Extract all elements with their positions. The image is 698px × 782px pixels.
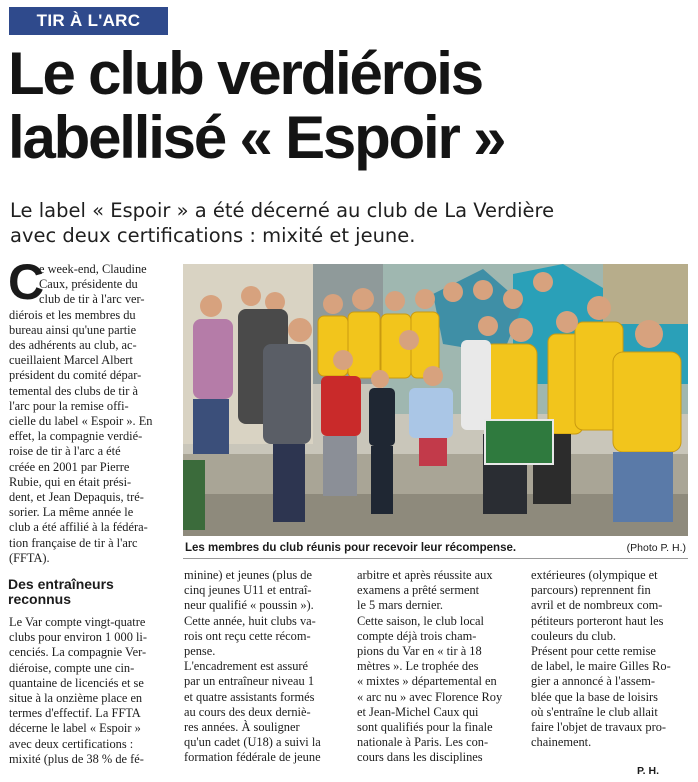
text-line: cielle du label « Espoir ». En	[9, 414, 153, 429]
text-line: chainement.	[531, 735, 592, 750]
text-line: quantaine de licenciés et se	[9, 675, 144, 690]
text-line: Présent pour cette remise	[531, 644, 656, 659]
text-line: Cette saison, le club local	[357, 613, 484, 628]
text-line: créée en 2001 par Pierre	[9, 459, 130, 474]
deck-line-1: Le label « Espoir » a été décerné au club de La Verdière	[10, 199, 555, 222]
text-line: club a été affilié à la fédéra-	[9, 520, 148, 535]
text-line: formation fédérale de jeune	[184, 750, 321, 765]
text-line: (FFTA).	[9, 550, 50, 565]
text-line: blée que la base de loisirs	[531, 689, 658, 704]
text-line: res années. À souligner	[184, 720, 300, 735]
headline-line-1: Le club verdiérois	[8, 40, 482, 107]
text-line: arbitre et après réussite aux	[357, 568, 493, 582]
text-line: neur qualifié « poussin »).	[184, 598, 314, 613]
text-line: « mixtes » départemental en	[357, 674, 497, 689]
text-line: couleurs du club.	[531, 628, 616, 643]
text-line: e week-end, Claudine	[39, 262, 147, 276]
text-line: situe à la onzième place en	[9, 691, 143, 706]
text-line: sont qualifiés pour la finale	[357, 720, 493, 735]
text-line: pense.	[184, 644, 216, 659]
text-line: faire l'objet de travaux pro-	[531, 720, 667, 735]
text-line: Caux, présidente du	[39, 277, 138, 292]
text-line: de label, le maire Gilles Ro-	[531, 659, 671, 674]
text-line: mixité (plus de 38 % de fé-	[9, 751, 144, 766]
text-line: dent, et Jean Depaquis, tré-	[9, 490, 144, 505]
text-line: président du comité dépar-	[9, 368, 142, 383]
body-column-2	[184, 568, 347, 766]
text-line: avril et de nombreux com-	[531, 598, 663, 613]
headline	[8, 42, 698, 170]
text-line: clubs pour environ 1 000 li-	[9, 630, 147, 645]
photo-credit: (Photo P. H.)	[626, 542, 686, 554]
text-line: Rubie, qui en était prési-	[9, 474, 132, 489]
text-line: termes d'effectif. La FFTA	[9, 706, 141, 721]
caption-divider	[183, 558, 688, 559]
text-line: roise de tir à l'arc a été	[9, 444, 121, 459]
text-line: minine) et jeunes (plus de	[184, 568, 313, 582]
text-line: qu'un cadet (U18) a suivi la	[184, 735, 321, 750]
text-line: Le Var compte vingt-quatre	[9, 615, 146, 629]
photo-caption: Les membres du club réunis pour recevoir leur récompense.	[185, 542, 517, 554]
body-column-1-continued	[9, 615, 179, 767]
article-deck	[10, 198, 690, 248]
text-line: Cette année, huit clubs va-	[184, 613, 316, 628]
text-line: au cours des deux derniè-	[184, 704, 311, 719]
drop-cap: C	[8, 254, 45, 310]
text-line: cinq jeunes U11 et entraî-	[184, 583, 312, 598]
text-line: des adhérents au club, ac-	[9, 338, 137, 353]
text-line: temental des clubs de tir à	[9, 383, 139, 398]
section-kicker: TIR À L'ARC	[9, 7, 168, 35]
text-line: cueillaient Marcel Albert	[9, 353, 133, 368]
club-group-photo	[183, 264, 688, 536]
author-signature: P. H.	[637, 765, 659, 777]
text-line: où s'entraîne le club allait	[531, 704, 658, 719]
text-line: sorier. La même année le	[9, 505, 134, 520]
text-line: tion française de tir à l'arc	[9, 535, 138, 550]
text-line: cenciés. La compagnie Ver-	[9, 645, 147, 660]
text-line: rois ont reçu cette récom-	[184, 628, 311, 643]
text-line: effet, la compagnie verdié-	[9, 429, 143, 444]
body-column-1	[9, 262, 179, 566]
text-line: l'arc pour la remise offi-	[9, 398, 129, 413]
text-line: « arc nu » avec Florence Roy	[357, 689, 503, 704]
subhead	[8, 577, 178, 607]
text-line: nationale à Paris. Les con-	[357, 735, 489, 750]
text-line: gier a annoncé à l'assem-	[531, 674, 656, 689]
text-line: mètres ». Le trophée des	[357, 659, 479, 674]
text-line: parcours) reprennent fin	[531, 583, 651, 598]
deck-line-2: avec deux certifications : mixité et jeune.	[10, 224, 416, 247]
text-line: compte déjà trois cham-	[357, 628, 477, 643]
headline-line-2: labellisé « Espoir »	[8, 104, 505, 171]
text-line: décerne le label « Espoir »	[9, 721, 141, 736]
text-line: et Jean-Michel Caux qui	[357, 704, 479, 719]
subhead-line-1: Des entraîneurs	[8, 576, 114, 592]
text-line: par un entraîneur niveau 1	[184, 674, 315, 689]
text-line: L'encadrement est assuré	[184, 659, 309, 674]
text-line: avec deux certifications :	[9, 736, 134, 751]
text-line: diéroise, compte une cin-	[9, 660, 135, 675]
text-line: pions du Var en « tir à 18	[357, 644, 482, 659]
text-line: examens a prêté serment	[357, 583, 480, 598]
text-line: club de tir à l'arc ver-	[39, 292, 145, 307]
body-column-3	[357, 568, 520, 766]
text-line: pétiteurs porteront haut les	[531, 613, 664, 628]
text-line: et quatre assistants formés	[184, 689, 315, 704]
text-line: le 5 mars dernier.	[357, 598, 444, 613]
text-line: extérieures (olympique et	[531, 568, 658, 582]
body-column-4	[531, 568, 691, 750]
text-line: bureau ainsi qu'une partie	[9, 322, 137, 337]
photo-caption-bar	[183, 540, 688, 556]
text-line: diérois et les membres du	[9, 307, 136, 322]
text-line: cours dans les disciplines	[357, 750, 483, 765]
subhead-line-2: reconnus	[8, 591, 72, 607]
